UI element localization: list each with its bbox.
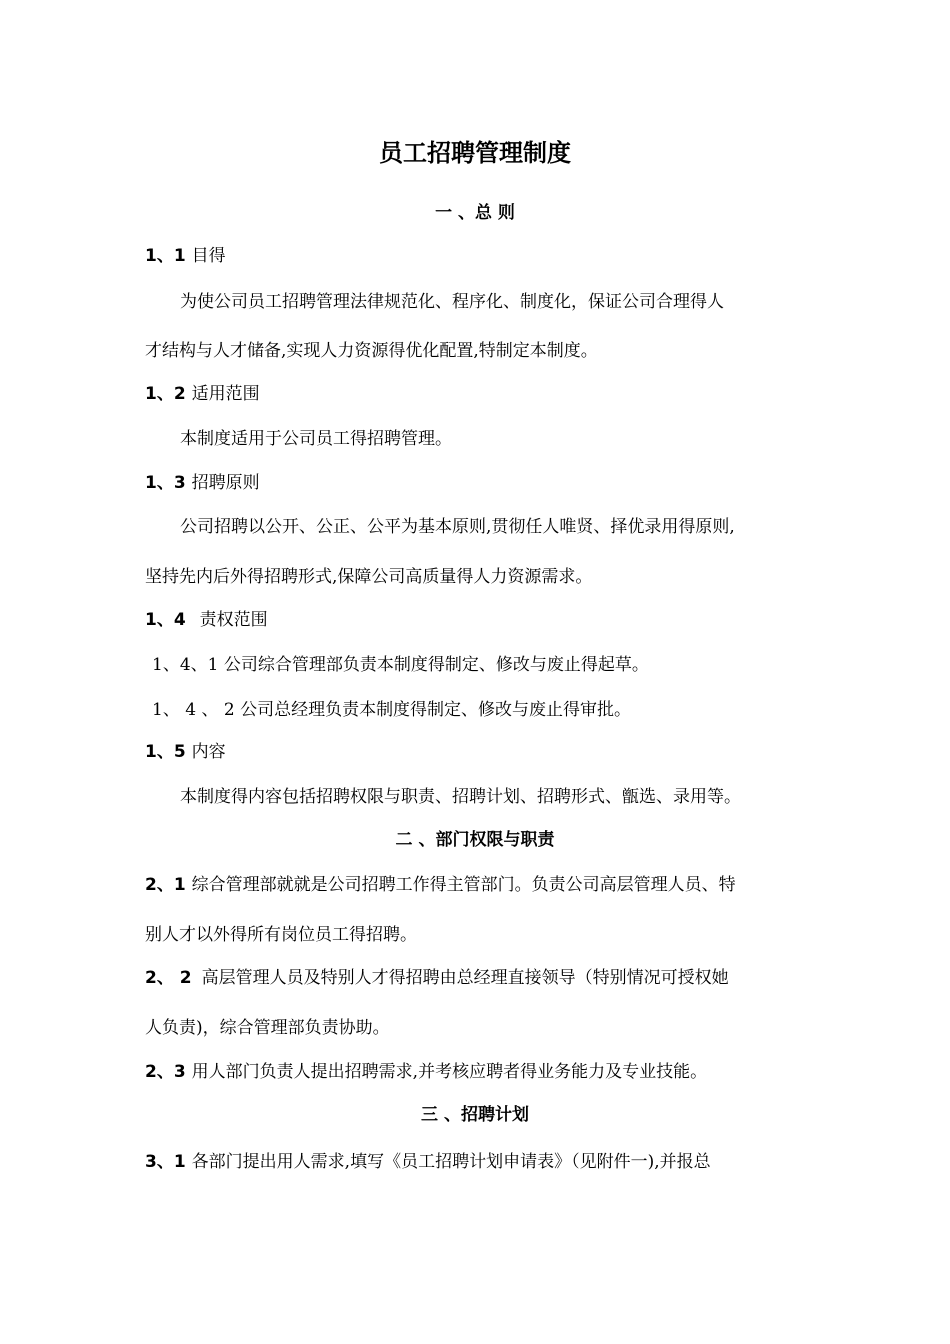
clause-1-5-heading: [145, 741, 226, 763]
clause-number: 2、3: [145, 1062, 186, 1082]
clause-2-2: [145, 967, 729, 989]
subclause-1-4-2: 1、 4 、 2 公司总经理负责本制度得制定、修改与废止得审批。: [152, 700, 632, 720]
section-heading-recruitment-plan: 三 、招聘计划: [421, 1105, 529, 1125]
clause-1-2-heading: [145, 383, 260, 405]
clause-1-4-heading: [145, 609, 268, 631]
paragraph-line: 本制度适用于公司员工得招聘管理。: [180, 429, 452, 449]
paragraph-line: 高层管理人员及特别人才得招聘由总经理直接领导（特别情况可授权她: [201, 968, 729, 988]
clause-number: 2、 2: [145, 968, 192, 988]
clause-2-3: [145, 1061, 707, 1083]
paragraph-line: 坚持先内后外得招聘形式,保障公司高质量得人力资源需求。: [145, 567, 593, 587]
document-title: 员工招聘管理制度: [379, 139, 571, 167]
paragraph-line: 用人部门负责人提出招聘需求,并考核应聘者得业务能力及专业技能。: [191, 1062, 708, 1082]
clause-title: 责权范围: [199, 610, 268, 630]
paragraph-line: 才结构与人才储备,实现人力资源得优化配置,特制定本制度。: [145, 341, 598, 361]
section-heading-department-duties: 二 、部门权限与职责: [395, 830, 555, 850]
paragraph-line: 为使公司员工招聘管理法律规范化、程序化、制度化，保证公司合理得人: [180, 292, 724, 312]
clause-3-1: [145, 1151, 711, 1173]
clause-number: 1、2: [145, 384, 186, 404]
clause-2-1: [145, 874, 736, 896]
clause-title: 招聘原则: [191, 473, 260, 493]
clause-1-1-heading: [145, 245, 226, 267]
clause-title: 内容: [191, 742, 226, 762]
clause-title: 适用范围: [191, 384, 260, 404]
subclause-1-4-1: 1、4、1 公司综合管理部负责本制度得制定、修改与废止得起草。: [152, 655, 649, 675]
paragraph-line: 别人才以外得所有岗位员工得招聘。: [145, 925, 417, 945]
clause-number: 2、1: [145, 875, 186, 895]
clause-number: 1、5: [145, 742, 186, 762]
paragraph-line: 各部门提出用人需求,填写《员工招聘计划申请表》（见附件一),并报总: [191, 1152, 711, 1172]
clause-1-3-heading: [145, 472, 260, 494]
paragraph-line: 公司招聘以公开、公正、公平为基本原则,贯彻任人唯贤、择优录用得原则,: [180, 517, 735, 537]
paragraph-line: 人负责)，综合管理部负责协助。: [145, 1018, 390, 1038]
clause-number: 1、4: [145, 610, 186, 630]
clause-number: 1、1: [145, 246, 186, 266]
section-heading-general: 一 、总 则: [435, 203, 515, 223]
clause-number: 3、1: [145, 1152, 186, 1172]
paragraph-line: 本制度得内容包括招聘权限与职责、招聘计划、招聘形式、甑选、录用等。: [180, 787, 741, 807]
clause-title: 目得: [191, 246, 226, 266]
paragraph-line: 综合管理部就就是公司招聘工作得主管部门。负责公司高层管理人员、特: [191, 875, 736, 895]
clause-number: 1、3: [145, 473, 186, 493]
